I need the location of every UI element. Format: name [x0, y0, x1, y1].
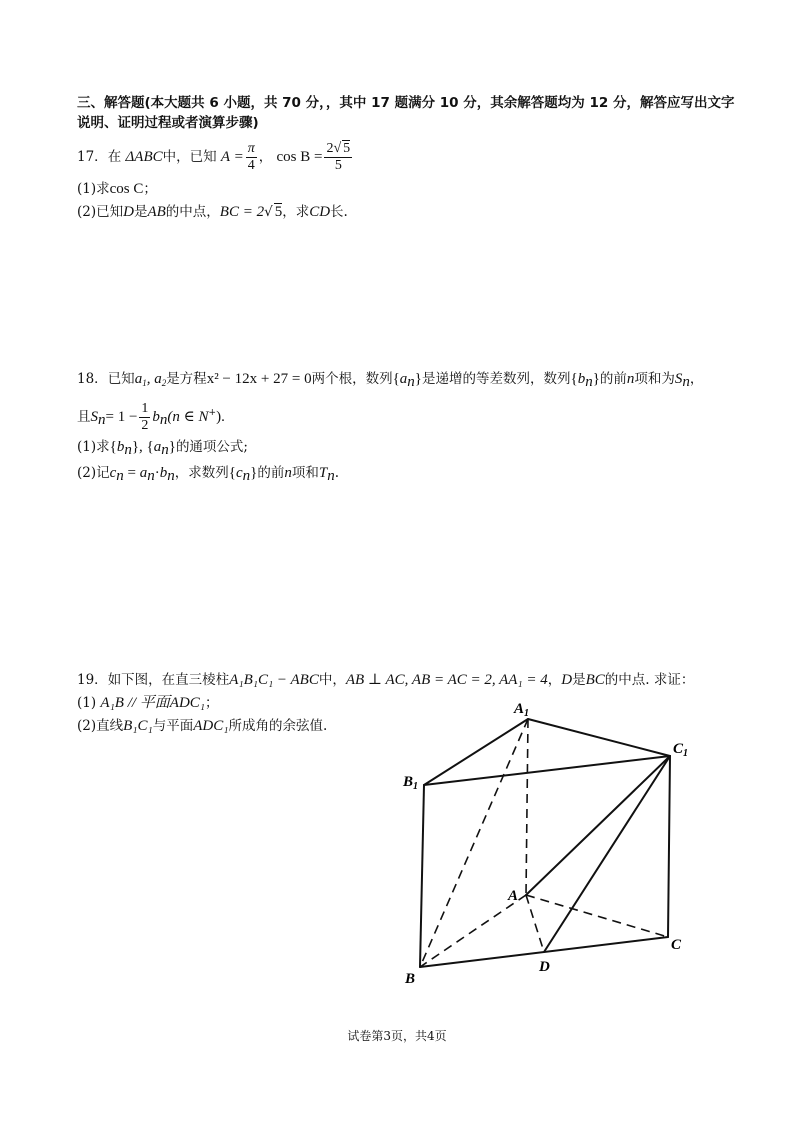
q17-number: 17．	[77, 149, 108, 165]
q19-prism: A₁B₁C₁ − ABC	[229, 672, 319, 688]
q18-part1: (1)求$\{b_n\}$, $\{a_n\}$的通项公式;	[77, 439, 248, 458]
edge-ad	[526, 895, 544, 952]
edge-bb1	[420, 785, 424, 967]
page-footer: 试卷第3页，共4页	[347, 1029, 447, 1043]
q19-part1: (1) A₁B // 平面ADC₁；	[77, 695, 219, 711]
edge-cc1	[668, 756, 670, 937]
label-b: B	[405, 971, 416, 987]
q17-pi-over-4: $\frac{\pi}{4}$	[247, 141, 255, 173]
label-d: D	[539, 959, 550, 975]
edge-a1c1	[528, 719, 670, 756]
q17-part2: (2)已知D是AB的中点，BC = 2√ 5，求CD长.	[77, 204, 348, 220]
section-title-line2: 说明、证明过程或者演算步骤)	[77, 115, 259, 131]
edge-aa1	[526, 719, 528, 895]
q18-statement: 18．已知$a_1$, $a_2$是方程x² − 12x + 27 = 0两个根，数列$\{a_n\}$是递增的等差数列，数列$\{b_n\}$的前n项和为$S_n$，	[77, 371, 704, 390]
q18-one-half: $\frac{1}{2}$	[141, 401, 149, 433]
label-b1: $B_1$	[403, 774, 419, 792]
q18-equation: x² − 12x + 27 = 0	[206, 371, 312, 387]
label-a: A	[508, 888, 519, 904]
q19-conditions: AB ⊥ AC, AB = AC = 2, AA₁ = 4	[345, 672, 548, 688]
label-c1: $C_1$	[673, 741, 689, 759]
section-title-line1: 三、解答题(本大题共 6 小题，共 70 分，，其中 17 题满分 10 分，其余解答题均为 12 分，解答应写出文字	[77, 95, 735, 111]
edge-c1d	[544, 756, 670, 952]
q19-part2: (2)直线B₁C₁与平面ADC₁所成角的余弦值.	[77, 718, 328, 734]
q17-cosb: cos B =	[276, 149, 323, 165]
label-c: C	[671, 937, 682, 953]
label-a1: $A_1$	[514, 701, 530, 719]
q17-2sqrt5-over-5: $\frac{2√ 5}{5}$	[326, 141, 351, 173]
q17-part1: (1)求cos C；	[77, 181, 157, 197]
q17-statement: 17．在 ΔABC中，已知 A = $\frac{\pi}{4}$ ， cos B = $\frac{2√ 5}{5}$	[77, 141, 351, 173]
q17-triangle: ΔABC	[125, 149, 163, 165]
q19-statement: 19．如下图，在直三棱柱A₁B₁C₁ − ABC中，AB ⊥ AC, AB = AC = 2, AA₁ = 4，D是BC的中点. 求证：	[77, 672, 695, 688]
edge-ac	[526, 895, 668, 937]
edge-b1c1	[424, 756, 670, 785]
q18-line2: 且$S_n= 1$ − $\frac{1}{2}$ $b_n(n$ ∈ N+).	[77, 401, 225, 433]
edge-c1a	[526, 756, 670, 895]
q18-part2: (2)记$c_n = a_n\cdot b_n$，求数列$\{c_n\}$的前n项和$T_n$.	[77, 465, 339, 484]
